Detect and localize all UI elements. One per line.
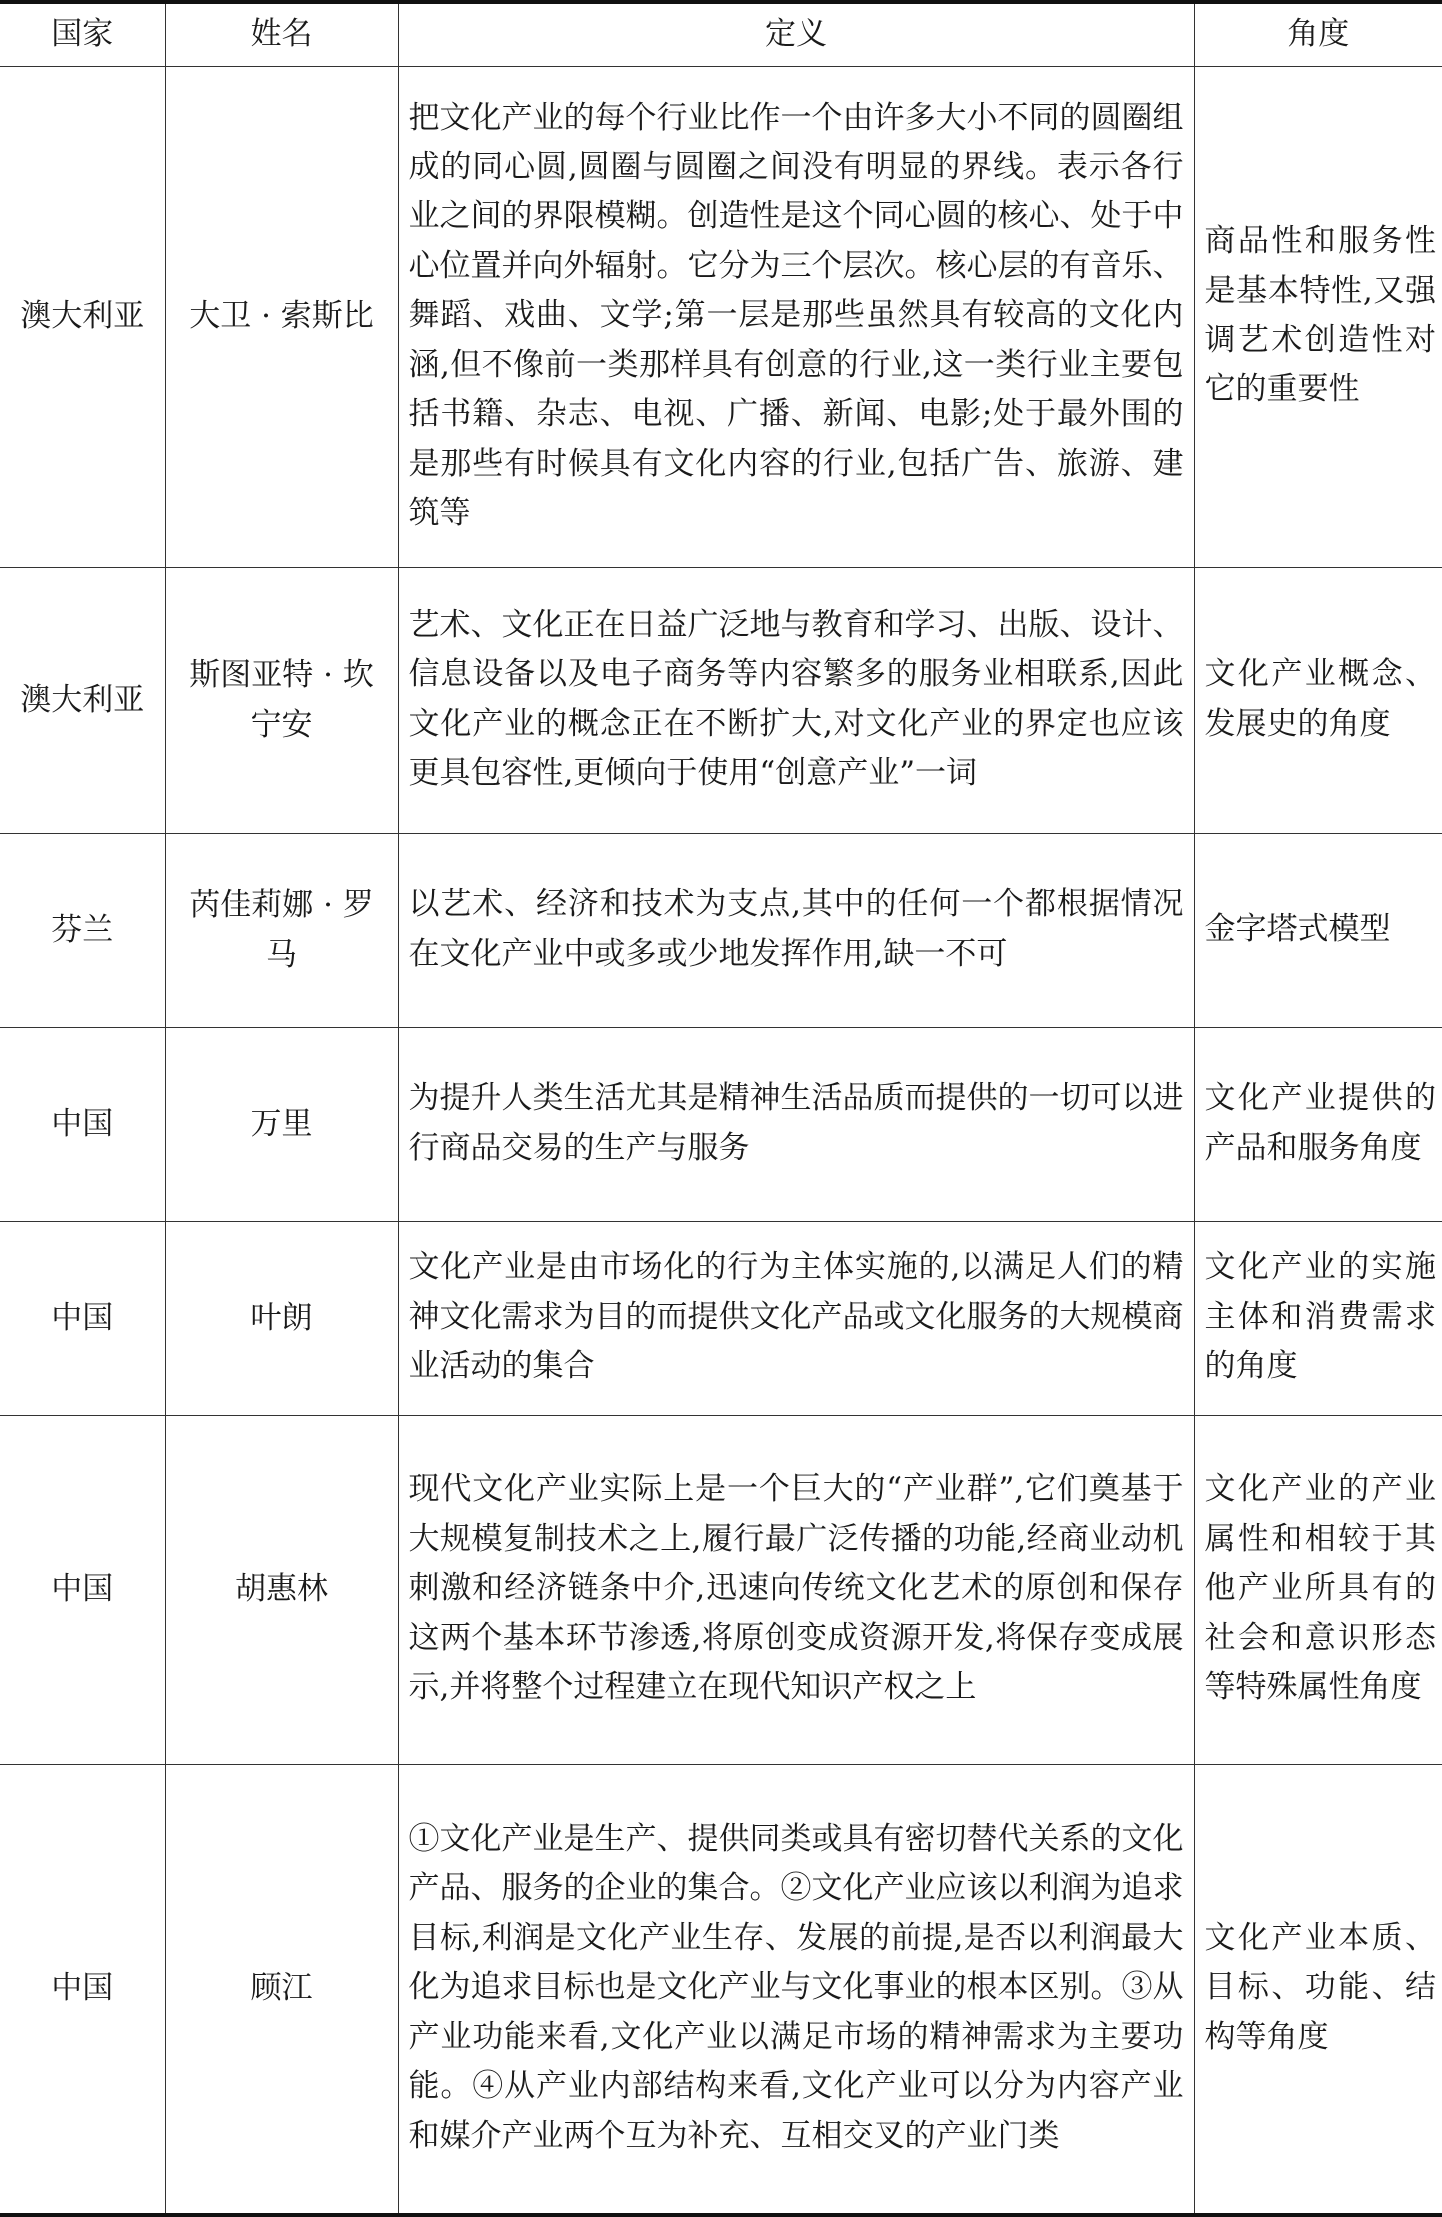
name-cell: 胡惠林 [165, 1416, 398, 1765]
angle-cell: 商品性和服务性是基本特性,又强调艺术创造性对它的重要性 [1194, 67, 1442, 568]
definition-cell: ①文化产业是生产、提供同类或具有密切替代关系的文化产品、服务的企业的集合。②文化产业应该以利润为追求目标,利润是文化产业生存、发展的前提,是否以利润最大化为追求目标也是文化产业与文化事业的根本区别。③从产业功能来看,文化产业以满足市场的精神需求为主要功能。④从产业内部结构来看,文化产业可以分为内容产业和媒介产业两个互为补充、互相交叉的产业门类 [398, 1765, 1194, 2216]
name-cell: 芮佳莉娜 · 罗马 [165, 834, 398, 1028]
angle-cell: 文化产业概念、发展史的角度 [1194, 568, 1442, 834]
name-cell: 斯图亚特 · 坎宁安 [165, 568, 398, 834]
angle-cell: 金字塔式模型 [1194, 834, 1442, 1028]
table-row [0, 568, 1442, 834]
angle-cell: 文化产业的实施主体和消费需求的角度 [1194, 1222, 1442, 1416]
angle-cell: 文化产业本质、目标、功能、结构等角度 [1194, 1765, 1442, 2216]
table-row [0, 1765, 1442, 2216]
country-cell: 中国 [0, 1222, 165, 1416]
angle-cell: 文化产业的产业属性和相较于其他产业所具有的社会和意识形态等特殊属性角度 [1194, 1416, 1442, 1765]
definition-cell: 文化产业是由市场化的行为主体实施的,以满足人们的精神文化需求为目的而提供文化产品或文化服务的大规模商业活动的集合 [398, 1222, 1194, 1416]
name-cell: 顾江 [165, 1765, 398, 2216]
country-cell: 中国 [0, 1765, 165, 2216]
header-country: 国家 [0, 2, 165, 67]
table-header-row [0, 2, 1442, 67]
definition-cell: 以艺术、经济和技术为支点,其中的任何一个都根据情况在文化产业中或多或少地发挥作用,缺一不可 [398, 834, 1194, 1028]
definition-cell: 艺术、文化正在日益广泛地与教育和学习、出版、设计、信息设备以及电子商务等内容繁多的服务业相联系,因此文化产业的概念正在不断扩大,对文化产业的界定也应该更具包容性,更倾向于使用“创意产业”一词 [398, 568, 1194, 834]
angle-cell: 文化产业提供的产品和服务角度 [1194, 1028, 1442, 1222]
table-row [0, 1028, 1442, 1222]
table-row [0, 1416, 1442, 1765]
country-cell: 澳大利亚 [0, 568, 165, 834]
table-row [0, 834, 1442, 1028]
header-name: 姓名 [165, 2, 398, 67]
table-row [0, 67, 1442, 568]
country-cell: 芬兰 [0, 834, 165, 1028]
definition-cell: 现代文化产业实际上是一个巨大的“产业群”,它们奠基于大规模复制技术之上,履行最广泛传播的功能,经商业动机刺激和经济链条中介,迅速向传统文化艺术的原创和保存这两个基本环节渗透,将原创变成资源开发,将保存变成展示,并将整个过程建立在现代知识产权之上 [398, 1416, 1194, 1765]
name-cell: 叶朗 [165, 1222, 398, 1416]
definition-cell: 为提升人类生活尤其是精神生活品质而提供的一切可以进行商品交易的生产与服务 [398, 1028, 1194, 1222]
header-angle: 角度 [1194, 2, 1442, 67]
country-cell: 中国 [0, 1028, 165, 1222]
country-cell: 中国 [0, 1416, 165, 1765]
definition-cell: 把文化产业的每个行业比作一个由许多大小不同的圆圈组成的同心圆,圆圈与圆圈之间没有明显的界线。表示各行业之间的界限模糊。创造性是这个同心圆的核心、处于中心位置并向外辐射。它分为三个层次。核心层的有音乐、舞蹈、戏曲、文学;第一层是那些虽然具有较高的文化内涵,但不像前一类那样具有创意的行业,这一类行业主要包括书籍、杂志、电视、广播、新闻、电影;处于最外围的是那些有时候具有文化内容的行业,包括广告、旅游、建筑等 [398, 67, 1194, 568]
country-cell: 澳大利亚 [0, 67, 165, 568]
header-definition: 定义 [398, 2, 1194, 67]
name-cell: 万里 [165, 1028, 398, 1222]
name-cell: 大卫 · 索斯比 [165, 67, 398, 568]
table-row [0, 1222, 1442, 1416]
